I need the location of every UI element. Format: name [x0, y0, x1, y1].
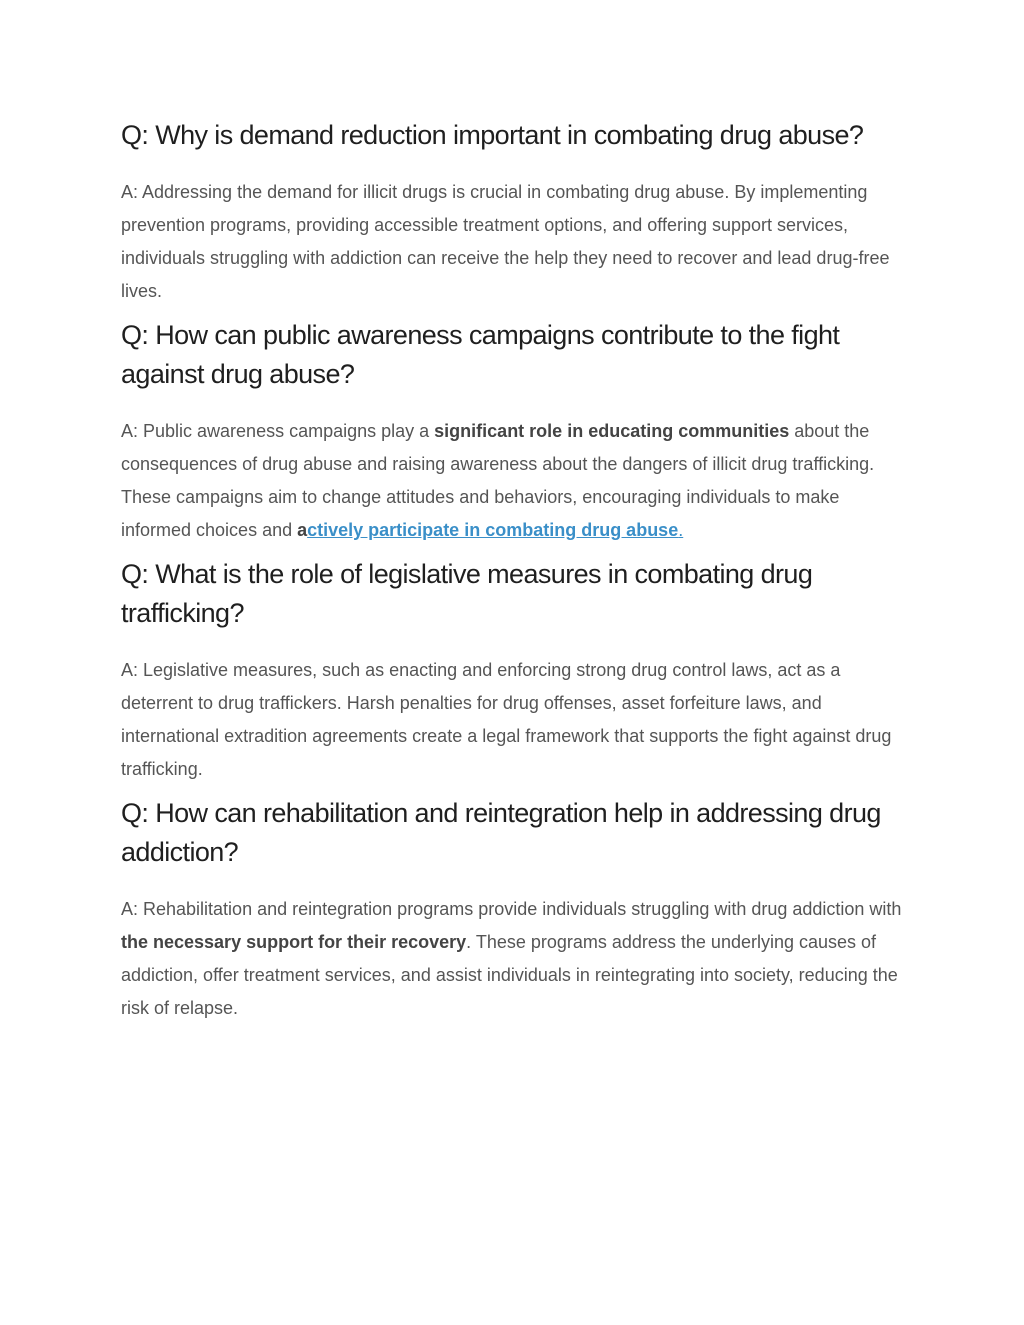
answer-4-emphasis: the necessary support for their recovery: [121, 932, 467, 952]
answer-2: [121, 415, 911, 547]
answer-2-text-start: A: Public awareness campaigns play a: [121, 421, 435, 441]
question-4: Q: How can rehabilitation and reintegration help in addressing drug addiction?: [121, 798, 881, 867]
answer-2-emphasis: significant role in educating communities: [434, 421, 790, 441]
question-3: Q: What is the role of legislative measures in combating drug trafficking?: [121, 559, 813, 628]
answer-4: [121, 893, 911, 1025]
answer-2-text-end: .: [678, 520, 684, 540]
participate-link[interactable]: ctively participate in combating drug abuse: [307, 520, 679, 540]
answer-4-text-start: A: Rehabilitation and reintegration programs provide individuals struggling with drug addiction with: [121, 899, 902, 919]
question-2: Q: How can public awareness campaigns contribute to the fight against drug abuse?: [121, 320, 840, 389]
answer-1: A: Addressing the demand for illicit drugs is crucial in combating drug abuse. By implementing prevention programs, providing accessible treatment options, and offering support services, individuals struggling with addiction can receive the help they need to recover and lead drug-free lives.: [121, 182, 890, 301]
document-body: [121, 116, 911, 1025]
answer-2-bold-letter: a: [297, 520, 308, 540]
answer-3: A: Legislative measures, such as enacting and enforcing strong drug control laws, act as a deterrent to drug traffickers. Harsh penalties for drug offenses, asset forfeiture laws, and international extradition agreements create a legal framework that supports the fight against drug trafficking.: [121, 660, 892, 779]
answer-2-text-middle: about the consequences of drug abuse and raising awareness about the dangers of illicit drug trafficking. These campaigns aim to change attitudes and behaviors, encouraging individuals to make informed choices and: [121, 421, 875, 540]
question-1: Q: Why is demand reduction important in combating drug abuse?: [121, 120, 864, 150]
answer-4-text-end: . These programs address the underlying causes of addiction, offer treatment services, and assist individuals in reintegrating into society, reducing the risk of relapse.: [121, 932, 898, 1018]
